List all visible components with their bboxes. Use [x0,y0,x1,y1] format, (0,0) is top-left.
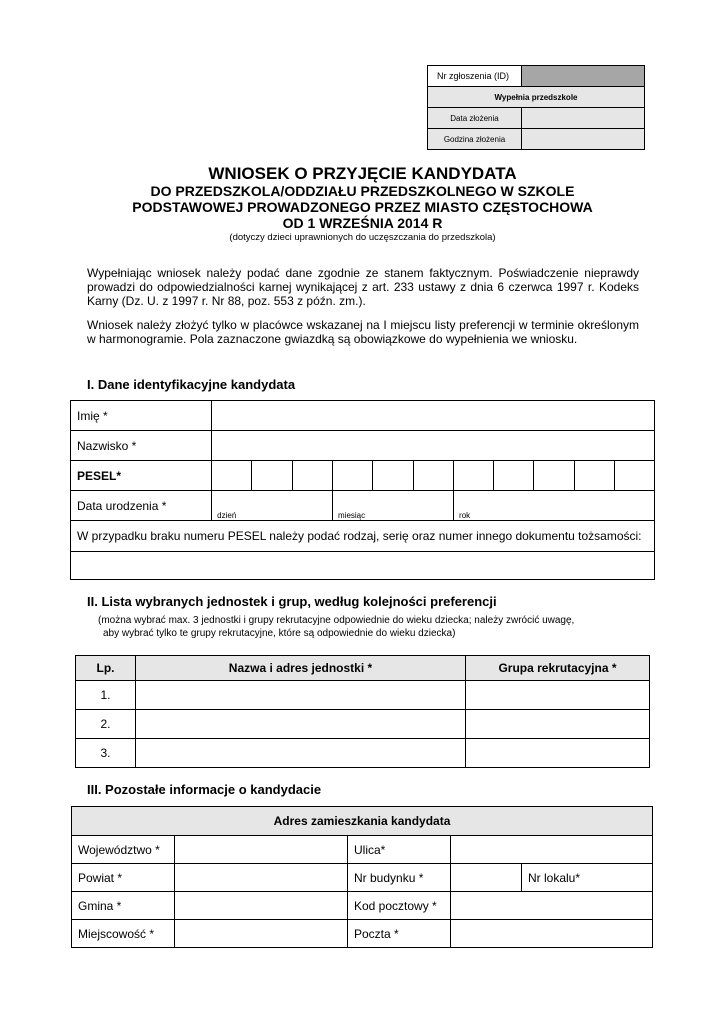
birth-day-caption: dzień [217,511,237,520]
commune-label: Gmina * [72,892,175,920]
pesel-digit-field[interactable] [212,461,252,491]
pesel-digit-field[interactable] [373,461,413,491]
building-number-label: Nr budynku * [348,864,451,892]
alternative-document-field[interactable] [71,552,655,580]
postal-code-label: Kod pocztowy * [348,892,451,920]
birth-year-caption: rok [459,511,471,520]
title-line-1: WNIOSEK O PRZYJĘCIE KANDYDATA [208,164,517,183]
row-number: 2. [76,710,136,739]
section-2-note-line-2: aby wybrać tylko te grupy rekrutacyjne, które są odpowiednie do wieku dziecka) [103,628,456,639]
last-name-label: Nazwisko * [71,431,212,461]
column-header-lp: Lp. [76,656,136,681]
filled-by-kindergarten-header: Wypełnia przedszkole [428,87,645,108]
post-office-label: Poczta * [348,920,451,948]
form-title [0,164,725,244]
city-label: Miejscowość * [72,920,175,948]
group-field[interactable] [466,739,650,768]
table-row [76,739,650,768]
row-number: 3. [76,739,136,768]
table-row [76,710,650,739]
unit-name-field[interactable] [136,681,466,710]
birth-date-label: Data urodzenia * [71,491,212,521]
building-number-field[interactable] [451,864,522,892]
section-2-note-line-1: (można wybrać max. 3 jednostki i grupy rekrutacyjne odpowiednie do wieku dziecka; należy zwrócić uwagę, [98,615,575,626]
section-1-heading: I. Dane identyfikacyjne kandydata [87,377,296,392]
birth-month-caption: miesiąc [338,511,366,520]
address-table [71,806,653,948]
intro-paragraph-2: Wniosek należy złożyć tylko w placówce wskazanej na I miejscu listy preferencji w terminie określonym w harmonogramie. Pola zaznaczone gwiazdką są obowiązkowe do wypełnienia we wniosku. [87,318,639,346]
birth-year-field[interactable] [454,491,655,521]
group-field[interactable] [466,710,650,739]
registration-id-label: Nr zgłoszenia (ID) [428,66,522,87]
commune-field[interactable] [175,892,348,920]
column-header-unit-name: Nazwa i adres jednostki * [136,656,466,681]
last-name-field[interactable] [212,431,655,461]
city-field[interactable] [175,920,348,948]
preferences-table [75,655,650,768]
title-line-2: DO PRZEDSZKOLA/ODDZIAŁU PRZEDSZKOLNEGO W SZKOLE [150,183,575,199]
post-office-field[interactable] [451,920,653,948]
pesel-label: PESEL* [71,461,212,491]
no-pesel-note: W przypadku braku numeru PESEL należy podać rodzaj, serię oraz numer innego dokumentu tożsamości: [71,521,655,552]
street-label: Ulica* [348,836,451,864]
table-row [76,681,650,710]
registration-id-field [522,66,645,87]
unit-name-field[interactable] [136,739,466,768]
section-2-heading: II. Lista wybranych jednostek i grup, według kolejności preferencji [87,594,497,609]
pesel-digit-field[interactable] [454,461,494,491]
street-field[interactable] [451,836,653,864]
submission-date-label: Data złożenia [428,108,522,129]
pesel-digit-field[interactable] [413,461,453,491]
pesel-digit-field[interactable] [574,461,614,491]
pesel-digit-field[interactable] [252,461,292,491]
pesel-digit-field[interactable] [534,461,574,491]
title-line-3: PODSTAWOWEJ PROWADZONEGO PRZEZ MIASTO CZĘSTOCHOWA [132,199,593,215]
row-number: 1. [76,681,136,710]
submission-time-label: Godzina złożenia [428,129,522,150]
pesel-digit-field[interactable] [614,461,654,491]
unit-name-field[interactable] [136,710,466,739]
submission-date-field [522,108,645,129]
first-name-label: Imię * [71,401,212,431]
pesel-digit-field[interactable] [333,461,373,491]
first-name-field[interactable] [212,401,655,431]
address-header: Adres zamieszkania kandydata [72,807,653,836]
county-field[interactable] [175,864,348,892]
submission-time-field [522,129,645,150]
pesel-digit-field[interactable] [494,461,534,491]
voivodeship-field[interactable] [175,836,348,864]
pesel-digit-field[interactable] [292,461,332,491]
birth-month-field[interactable] [333,491,454,521]
column-header-group: Grupa rekrutacyjna * [466,656,650,681]
flat-number-cell[interactable] [522,864,653,892]
candidate-identification-table [70,400,655,580]
registration-box [427,65,645,150]
section-3-heading: III. Pozostałe informacje o kandydacie [87,782,322,797]
flat-number-label: Nr lokalu* [528,870,581,885]
intro-paragraph-1: Wypełniając wniosek należy podać dane zgodnie ze stanem faktycznym. Poświadczenie nieprawdy prowadzi do odpowiedzialności karnej wynikającej z art. 233 ustawy z dnia 6 czerwca 1997 r. Kodeks Karny (Dz. U. z 1997 r. Nr 88, poz. 553 z późn. zm.). [87,266,639,308]
postal-code-field[interactable] [451,892,653,920]
title-note: (dotyczy dzieci uprawnionych do uczęszczania do przedszkola) [229,232,496,243]
birth-day-field[interactable] [212,491,333,521]
group-field[interactable] [466,681,650,710]
title-line-4: OD 1 WRZEŚNIA 2014 R [282,215,443,231]
county-label: Powiat * [72,864,175,892]
voivodeship-label: Województwo * [72,836,175,864]
